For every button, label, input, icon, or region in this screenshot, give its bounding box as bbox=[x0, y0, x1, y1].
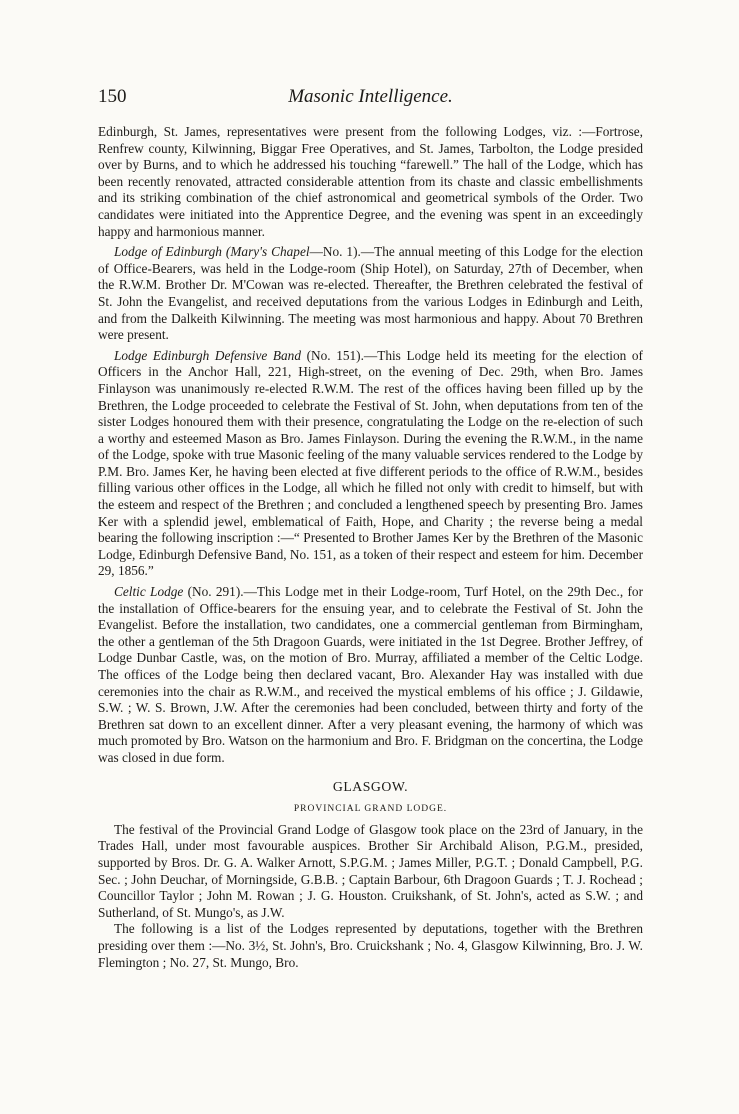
paragraph-lodge-list: The following is a list of the Lodges represented by deputations, together with the Brethren presiding over them :—No. 3½, St. John's, Bro. Cruickshank ; No. 4, Glasgow Kilwinning, Bro. J. W. Flemington ; No. 27, St. Mungo, Bro. bbox=[98, 921, 643, 970]
paragraph-lodge-of-edinburgh: Lodge of Edinburgh (Mary's Chapel—No. 1).—The annual meeting of this Lodge for the election of Office-Bearers, was held in the Lodge-room (Ship Hotel), on Saturday, 27th of December, when the R.W.M. Brother Dr. M'Cowan was re-elected. Thereafter, the Brethren celebrated the festival of St. John the Evangelist, and received deputations from the various Lodges in Edinburgh and Leith, and from the Dalkeith Kilwinning. The meeting was most harmonious and happy. About 70 Brethren were present. bbox=[98, 244, 643, 343]
paragraph-provincial-festival: The festival of the Provincial Grand Lodge of Glasgow took place on the 23rd of January, in the Trades Hall, under most favourable auspices. Brother Sir Archibald Alison, P.G.M., presided, supported by Bros. Dr. G. A. Walker Arnott, S.P.G.M. ; James Miller, P.G.T. ; Donald Campbell, P.G. Sec. ; John Deuchar, of Morningside, G.B.B. ; Captain Barbour, 6th Dragoon Guards ; T. J. Rochead ; Councillor Taylor ; John M. Rowan ; J. G. Houston. Cruikshank, of St. John's, acted as S.W. ; and Sutherland, of St. Mungo's, as J.W. bbox=[98, 821, 643, 920]
paragraph-st-james: Edinburgh, St. James, representatives were present from the following Lodges, viz. :—Fortrose, Renfrew county, Kilwinning, Biggar Free Operatives, and St. James, Tarbolton, the Lodge presided over by Burns, and to which he addressed his touching “farewell.” The hall of the Lodge, which has been recently renovated, attracted considerable attention from its chaste and classic embellishments and its striking combination of the chief astronomical and geometrical symbols of the Order. Two candidates were initiated into the Apprentice Degree, and the evening was spent in an exceedingly happy and harmonious manner. bbox=[98, 124, 643, 239]
subheading-provincial-grand-lodge: PROVINCIAL GRAND LODGE. bbox=[293, 804, 448, 815]
paragraph-celtic-lodge: Celtic Lodge (No. 291).—This Lodge met in their Lodge-room, Turf Hotel, on the 29th Dec., for the installation of Office-bearers for the ensuing year, and to celebrate the Festival of St. John the Evangelist. Before the installation, two candidates, one a commercial gentleman from Birmingham, the other a gentleman of the 5th Dragoon Guards, were initiated in the 1st Degree. Brother Jeffrey, of Lodge Dunbar Castle, was, on the motion of Bro. Murray, affiliated a member of the Celtic Lodge. The offices of the Lodge being then declared vacant, Bro. Alexander Hay was installed with due ceremonies into the chair as R.W.M., and received the mystical emblems of his office ; J. Gildawie, S.W. ; W. S. Brown, J.W. After the ceremonies had been concluded, between thirty and forty of the Brethren sat down to an excellent dinner. After a very pleasant evening, the harmony of which was much promoted by Bro. Watson on the harmonium and Bro. F. Bridgman on the concertina, the Lodge was closed in due form. bbox=[98, 584, 643, 765]
section-heading-glasgow: GLASGOW. bbox=[332, 778, 409, 794]
page-number: 150 bbox=[98, 86, 127, 107]
lodge-name: Lodge of Edinburgh (Mary's Chapel bbox=[114, 244, 310, 260]
paragraph-defensive-band: Lodge Edinburgh Defensive Band (No. 151).—This Lodge held its meeting for the election of Officers in the Anchor Hall, 221, High-street, on the evening of Dec. 29th, when Bro. James Finlayson was unanimously re-elected R.W.M. The rest of the offices having been filled up by the Brethren, the Lodge proceeded to celebrate the Festival of St. John, when deputations from ten of the sister Lodges honoured them with their presence, congratulating the Lodge on the re-election of such a worthy and esteemed Mason as Bro. James Finlayson. During the evening the R.W.M., in the name of the Lodge, spoke with true Masonic feeling of the many valuable services rendered to the Lodge by P.M. Bro. James Ker, he having been elected at five different periods to the office of R.W.M., besides filling various other offices in the Lodge, all which he filled not only with credit to himself, but with the esteem and respect of the Brethren ; and concluded a lengthened speech by presenting Bro. James Ker with a splendid jewel, emblematical of Faith, Hope, and Charity ; the reverse being a medal bearing the following inscription :—“ Presented to Brother James Ker by the Brethren of the Masonic Lodge, Edinburgh Defensive Band, No. 151, as a token of their respect and esteem for him. December 29, 1856.” bbox=[98, 347, 643, 579]
lodge-name: Celtic Lodge bbox=[114, 584, 184, 600]
lodge-name: Lodge Edinburgh Defensive Band bbox=[114, 347, 301, 363]
running-title: Masonic Intelligence. bbox=[288, 86, 453, 107]
article-body bbox=[98, 124, 643, 971]
page-header bbox=[98, 86, 643, 110]
